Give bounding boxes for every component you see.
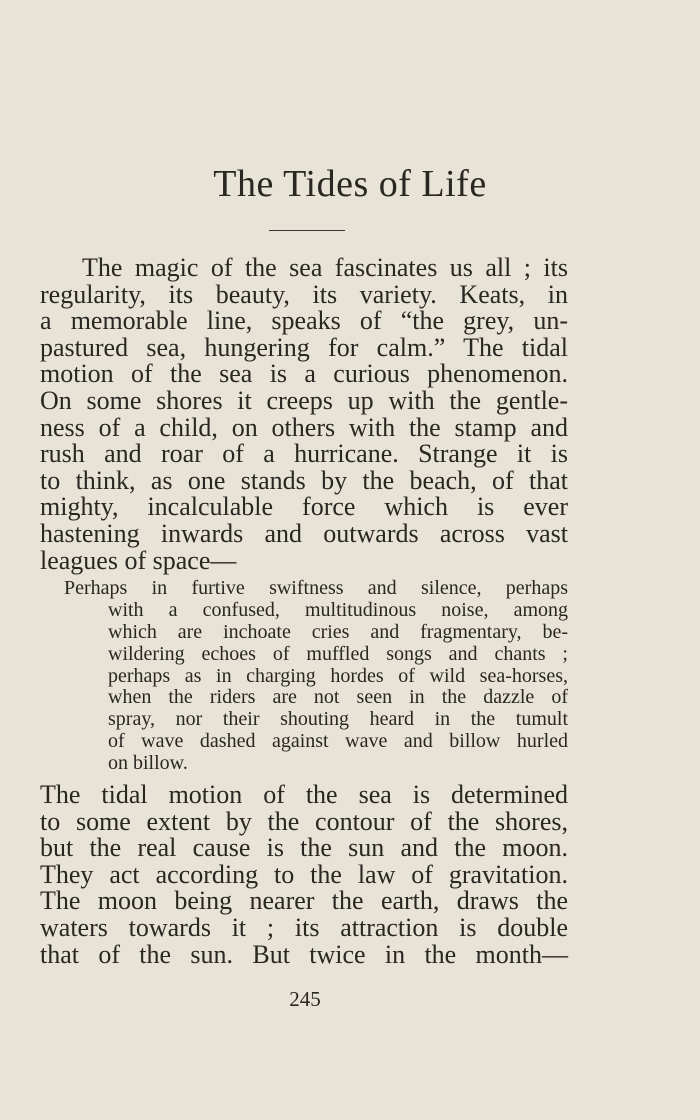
closing-paragraph (40, 782, 568, 968)
quote-line: on billow. (108, 752, 188, 775)
quote-line: perhaps as in charging hordes of wild sea-horses, (108, 664, 568, 687)
opening-paragraph (40, 255, 568, 574)
text-line: On some shores it creeps up with the gentle- (40, 385, 568, 415)
block-quote (64, 578, 568, 775)
text-line: to think, as one stands by the beach, of that (40, 465, 568, 495)
quote-line: with a confused, multitudinous noise, among (108, 598, 568, 621)
quote-line: spray, nor their shouting heard in the tumult (108, 708, 568, 731)
chapter-title: The Tides of Life (213, 163, 487, 205)
title-divider (269, 230, 345, 231)
text-line: They act according to the law of gravitation. (40, 859, 568, 889)
text-line: but the real cause is the sun and the moon. (40, 833, 568, 863)
text-line: that of the sun. But twice in the month— (40, 939, 568, 969)
text-line: to some extent by the contour of the shores, (40, 806, 568, 836)
quote-line: when the riders are not seen in the dazzle of (108, 686, 568, 709)
text-line: motion of the sea is a curious phenomenon. (40, 359, 568, 389)
text-line: ness of a child, on others with the stamp and (40, 412, 568, 442)
text-line: mighty, incalculable force which is ever (40, 492, 568, 522)
text-line: The tidal motion of the sea is determined (40, 780, 568, 809)
page-number: 245 (289, 987, 321, 1011)
text-line: The magic of the sea fascinates us all ; its (82, 253, 568, 282)
text-line: waters towards it ; its attraction is double (40, 912, 568, 942)
quote-line: of wave dashed against wave and billow hurled (108, 730, 568, 753)
text-line: a memorable line, speaks of “the grey, un- (40, 306, 568, 336)
text-line: hastening inwards and outwards across vast (40, 518, 568, 548)
text-line: leagues of space— (40, 545, 237, 575)
text-line: pastured sea, hungering for calm.” The tidal (40, 332, 568, 362)
quote-line: wildering echoes of muffled songs and chants ; (108, 642, 568, 665)
quote-line: which are inchoate cries and fragmentary, be- (108, 620, 568, 643)
text-line: The moon being nearer the earth, draws the (40, 886, 568, 916)
text-line: rush and roar of a hurricane. Strange it is (40, 439, 568, 469)
text-line: regularity, its beauty, its variety. Keats, in (40, 279, 568, 309)
quote-line: Perhaps in furtive swiftness and silence, perhaps (64, 577, 568, 599)
